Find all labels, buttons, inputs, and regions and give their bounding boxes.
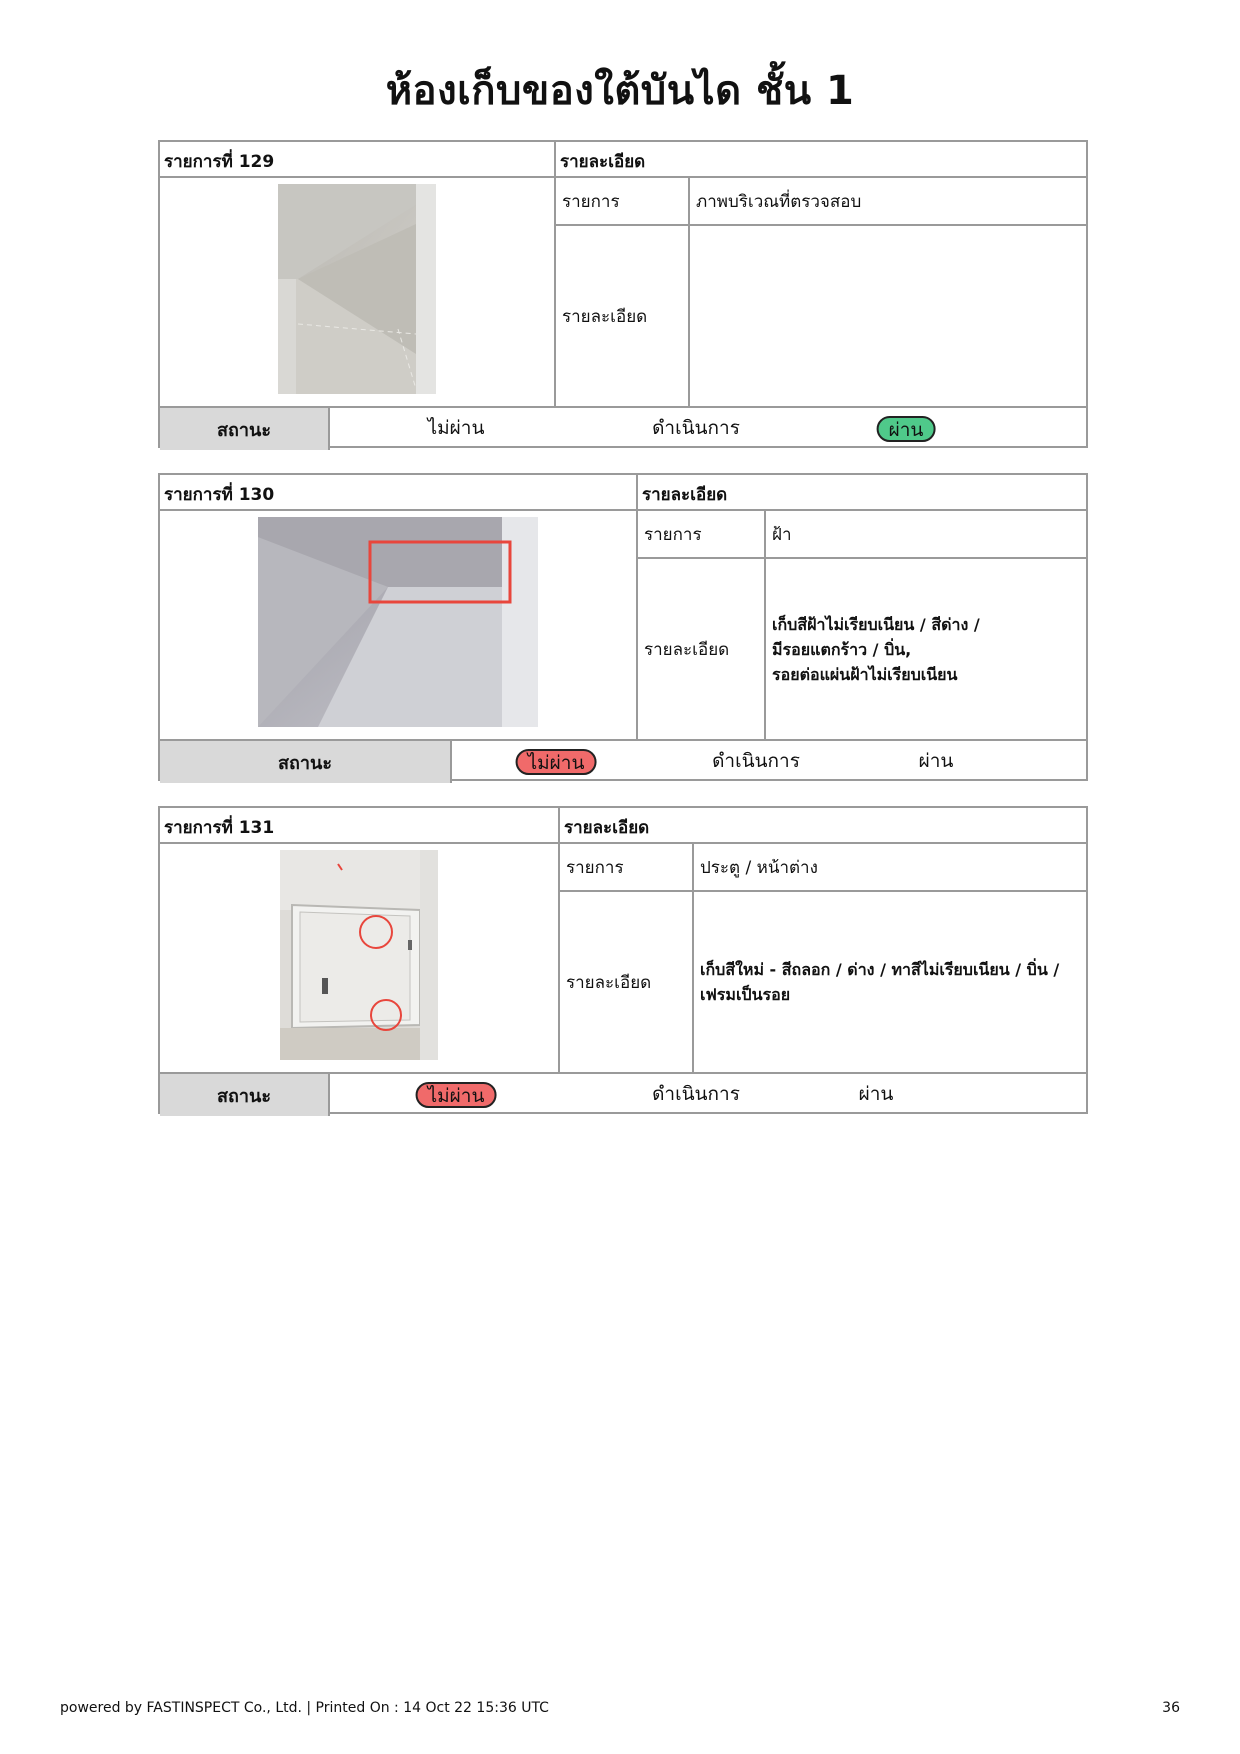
status-label: สถานะ xyxy=(160,408,330,450)
detail-value xyxy=(694,892,1086,1072)
item-value: ฝ้า xyxy=(772,524,792,545)
photo-cell xyxy=(160,511,638,739)
status-label: สถานะ xyxy=(160,1074,330,1116)
photo-cell xyxy=(160,844,560,1072)
detail-header: รายละเอียด xyxy=(564,818,650,838)
inspection-item-130 xyxy=(158,473,1088,781)
status-option-in-progress[interactable]: ดำเนินการ xyxy=(652,1083,740,1105)
detail-label: รายละเอียด xyxy=(560,892,694,1072)
detail-value xyxy=(690,226,1086,406)
status-option-pass[interactable]: ผ่าน xyxy=(877,416,936,442)
status-option-fail[interactable]: ไม่ผ่าน xyxy=(427,417,485,439)
inspection-item-129 xyxy=(158,140,1088,448)
inspection-photo[interactable] xyxy=(258,517,538,727)
detail-line: มีรอยแตกร้าว / บิ่น, xyxy=(772,639,912,659)
detail-label: รายละเอียด xyxy=(638,559,766,739)
inspection-item-131 xyxy=(158,806,1088,1114)
inspection-photo[interactable] xyxy=(280,850,438,1060)
item-label: รายการ xyxy=(556,178,690,224)
detail-header: รายละเอียด xyxy=(642,485,728,505)
status-option-pass[interactable]: ผ่าน xyxy=(918,750,954,772)
status-option-pass[interactable]: ผ่าน xyxy=(858,1083,894,1105)
status-options xyxy=(452,741,1086,783)
footer-credit: powered by FASTINSPECT Co., Ltd. | Printed On : 14 Oct 22 15:36 UTC xyxy=(60,1700,549,1716)
photo-cell xyxy=(160,178,556,406)
status-option-in-progress[interactable]: ดำเนินการ xyxy=(712,750,800,772)
page-number: 36 xyxy=(1162,1700,1180,1716)
detail-line: เฟรมเป็นรอย xyxy=(700,985,791,1004)
detail-line: เก็บสีฝ้าไม่เรียบเนียน / สีด่าง / xyxy=(772,614,980,634)
status-label: สถานะ xyxy=(160,741,452,783)
detail-value xyxy=(766,559,1086,739)
detail-line: เก็บสีใหม่ - สีถลอก / ด่าง / ทาสีไม่เรียบเนียน / บิ่น / xyxy=(700,960,1060,979)
status-option-fail[interactable]: ไม่ผ่าน xyxy=(516,749,597,775)
inspection-photo[interactable] xyxy=(278,184,436,394)
status-option-in-progress[interactable]: ดำเนินการ xyxy=(652,417,740,439)
detail-line: รอยต่อแผ่นฝ้าไม่เรียบเนียน xyxy=(772,664,958,684)
detail-label: รายละเอียด xyxy=(556,226,690,406)
item-header: รายการที่ 129 xyxy=(160,142,556,176)
item-label: รายการ xyxy=(638,511,766,557)
item-header: รายการที่ 131 xyxy=(160,808,560,842)
detail-header: รายละเอียด xyxy=(560,152,646,172)
status-options xyxy=(330,408,1086,450)
status-option-fail[interactable]: ไม่ผ่าน xyxy=(416,1082,497,1108)
page-footer xyxy=(60,1700,1180,1716)
item-header: รายการที่ 130 xyxy=(160,475,638,509)
item-value: ภาพบริเวณที่ตรวจสอบ xyxy=(696,191,862,212)
page-title: ห้องเก็บของใต้บันได ชั้น 1 xyxy=(385,68,855,114)
item-label: รายการ xyxy=(560,844,694,890)
status-options xyxy=(330,1074,1086,1116)
item-value: ประตู / หน้าต่าง xyxy=(700,857,818,878)
